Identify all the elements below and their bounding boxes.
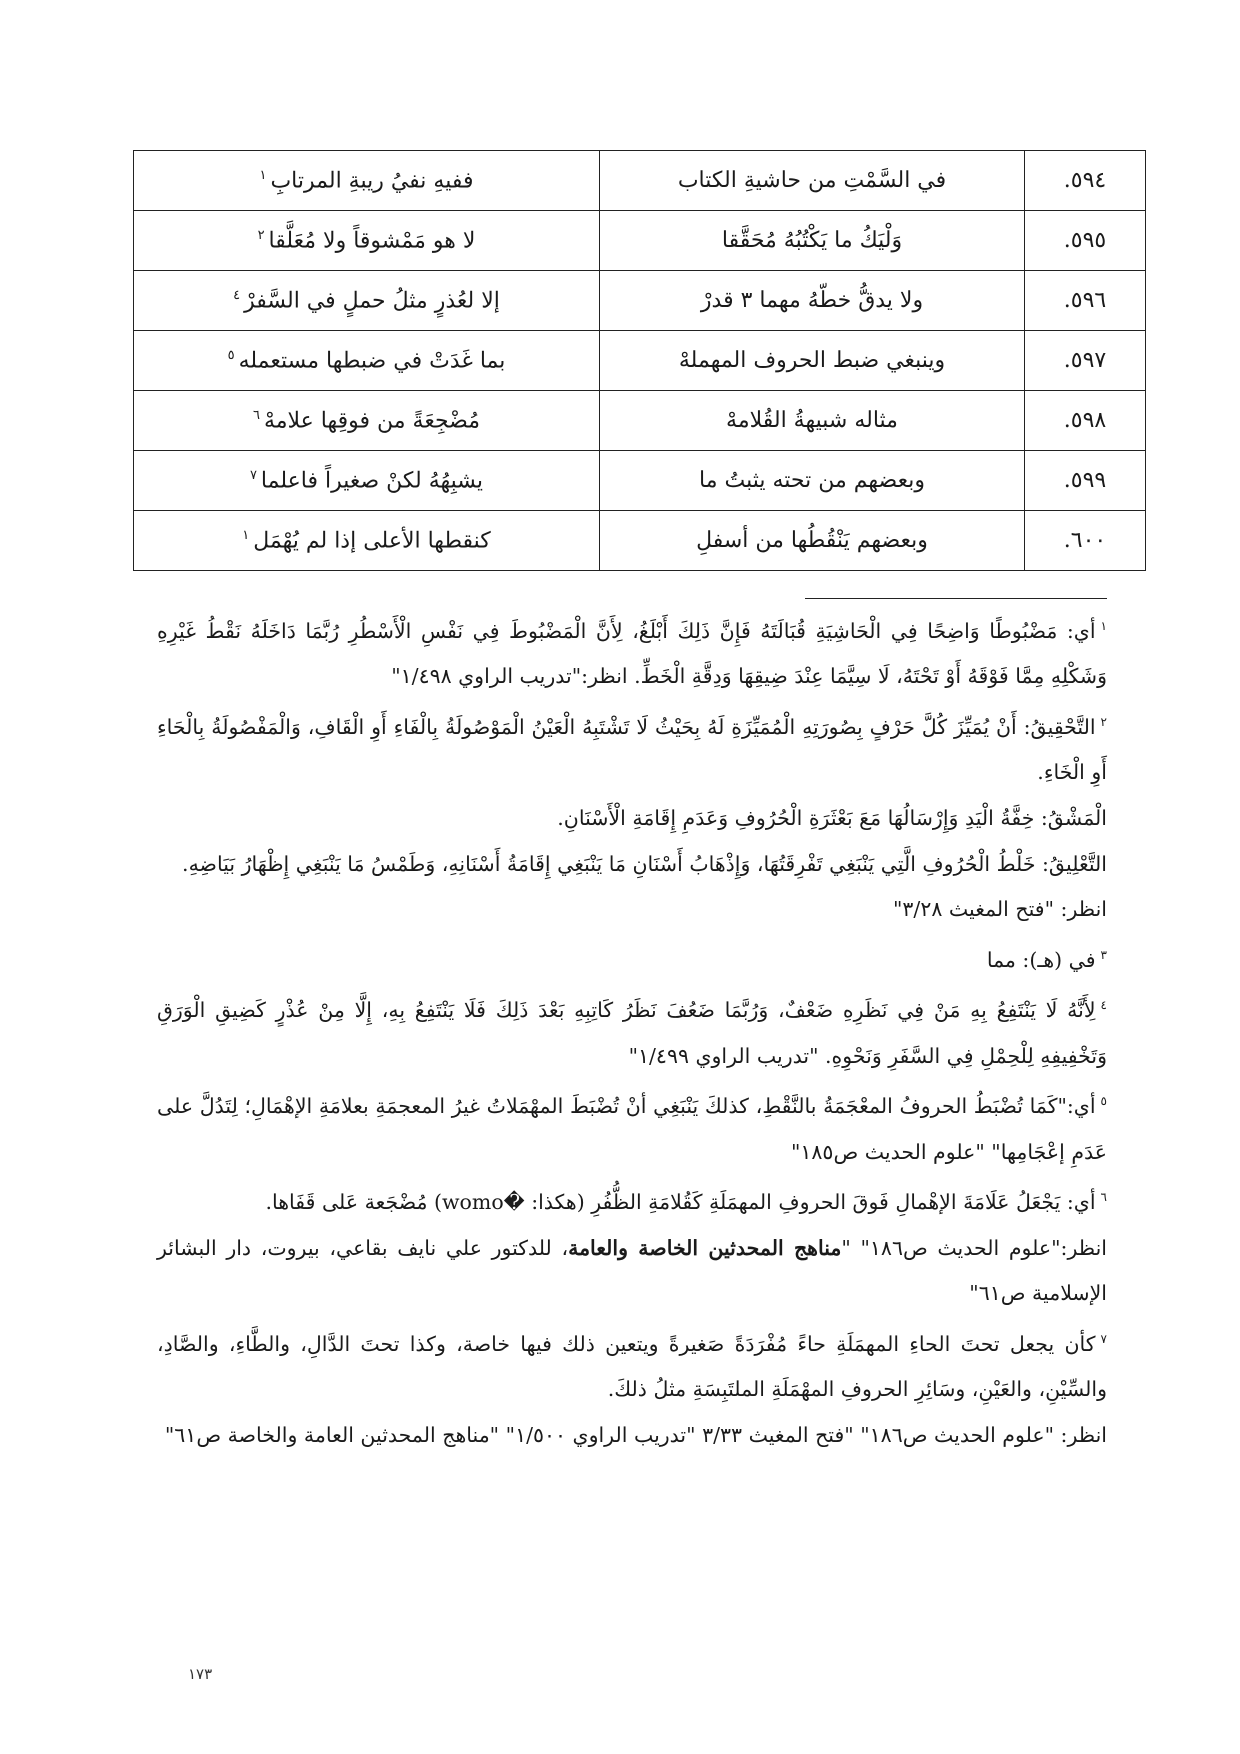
verse-first-hemistich: مثاله شبيهةُ القُلامهْ [600,391,1025,451]
verse-second-hemistich [134,331,600,391]
footnote-2 [157,700,1107,796]
verse-number: ٥٩٨. [1025,391,1146,451]
verse-second-hemistich [134,271,600,331]
footnote-mark: ٢ [1100,715,1107,730]
verse-first-hemistich: في السَّمْتِ من حاشيةِ الكتاب [600,151,1025,211]
verse-second-hemistich [134,451,600,511]
verse-second-hemistich [134,211,600,271]
verse-second-hemistich [134,511,600,571]
footnote-reference: ٤ [233,287,241,303]
footnote-2-mashq: الْمَشْقُ: خِفَّةُ الْيَدِ وَإِرْسَالُهَا مَعَ بَعْثَرَةِ الْحُرُوفِ وَعَدَمِ إِقَامَةِ الْأَسْنَانِ. [557,806,1107,831]
source-suffix: ، للدكتور علي نايف بقاعي، بيروت، دار البشائر الإسلامية ص٦١" [157,1235,1107,1306]
footnote-reference: ٥ [227,347,235,363]
hemistich-text: مُضْجِعَةً من فوقِها علامهْ [263,408,481,434]
verse-table [133,150,1146,571]
verse-number: ٥٩٧. [1025,331,1146,391]
verse-number: ٥٩٤. [1025,151,1146,211]
footnote-reference: ١ [259,167,267,183]
verse-row [134,271,1146,331]
verse-row [134,211,1146,271]
hemistich-text: ففيهِ نفيُ ريبةِ المرتابِ [270,168,474,194]
footnote-reference: ٧ [249,467,257,483]
footnote-text: أي:"كَمَا تُضْبَطُ الحروفُ المعْجَمَةُ بالنَّقْطِ، كذلكَ يَنْبَغِي أنْ تُضْبَطَ المهْمَلاتُ غيرُ المعجمَةِ بعلامَةِ الإهْمَالِ؛ لِتَدُلَّ على عَدَمِ إعْجَامِها" "علوم الحديث ص١٨٥" [157,1094,1107,1164]
footnote-mark: ٧ [1100,1331,1107,1346]
footnote-text: كأن يجعل تحتَ الحاءِ المهمَلَةِ حاءً مُفْرَدَةً صَغيرةً ويتعين ذلك فيها خاصة، وكذا تحتَ الدَّالِ، والطَّاءِ، والصَّادِ، والسِّيْنِ، والعَيْنِ، وسَائِرِ الحروفِ المهْمَلَةِ الملتَبِسَةِ مثلُ ذلكَ. [157,1331,1107,1402]
hemistich-text: بما غَدَتْ في ضبطها مستعمله [238,348,506,374]
footnote-text: أي: مَضْبُوطًا وَاضِحًا فِي الْحَاشِيَةِ قُبَالَتَهُ فَإِنَّ ذَلِكَ أَبْلَغُ، لِأَنَّ الْمَضْبُوطَ فِي نَفْسِ الْأَسْطُرِ رُبَّمَا دَاخَلَهُ نَقْطُ غَيْرِهِ وَشَكْلِهِ مِمَّا فَوْقَهُ أَوْ تَحْتَهُ، لَا سِيَّمَا عِنْدَ ضِيقِهَا وَدِقَّةِ الْخَطِّ. انظر:"تدريب الراوي ١/٤٩٨" [157,618,1107,689]
verse-row [134,391,1146,451]
verse-row [134,331,1146,391]
footnote-5 [157,1079,1107,1175]
page-number: ١٧٣ [188,1665,213,1683]
source-title-bold: مناهج المحدثين الخاصة والعامة [568,1235,842,1260]
footnote-mark: ٥ [1100,1094,1107,1109]
hemistich-text: إلا لعُذرٍ مثلُ حملٍ في السَّفرْ [244,288,500,314]
hemistich-text: يشبِهُهُ لكنْ صغيراً فاعلما [260,468,484,494]
footnote-text: التَّحْقِيقُ: أَنْ يُمَيِّزَ كُلَّ حَرْفٍ بِصُورَتِهِ الْمُمَيِّزَةِ لَهُ بِحَيْثُ لَا تَشْتَبِهُ الْعَيْنُ الْمَوْصُولَةُ بِالْفَاءِ أَوِ الْقَافِ، وَالْمَفْصُولَةُ بِالْحَاءِ أَوِ الْخَاءِ. [157,714,1107,785]
footnote-reference: ٦ [252,407,260,423]
footnote-mark: ٣ [1100,947,1107,962]
verse-number: ٥٩٥. [1025,211,1146,271]
footnote-2-taliq: التَّعْلِيقُ: خَلْطُ الْحُرُوفِ الَّتِي يَنْبَغِي تَفْرِقَتُهَا، وَإِذْهَابُ أَسْنَانِ مَا يَنْبَغِي إِقَامَةُ أَسْنَانِهِ، وَطَمْسُ مَا يَنْبَغِي إِظْهَارُ بَيَاضِهِ. [182,851,1107,876]
verse-number: ٦٠٠. [1025,511,1146,571]
verse-row [134,151,1146,211]
verse-number: ٥٩٩. [1025,451,1146,511]
footnote-text: أي: يَجْعَلُ عَلَامَةَ الإهْمالِ فَوقَ الحروفِ المهمَلَةِ كَقُلامَةِ الظُّفُرِ (هكذا: �womo) مُضْجَعة عَلى قَفَاها. [265,1190,1096,1215]
hemistich-text: كنقطها الأعلى إذا لم يُهْمَل [253,528,491,554]
footnote-6-source [157,1226,1107,1317]
footnote-reference: ٢ [257,227,265,243]
verse-first-hemistich: وَلْيَكُ ما يَكْتُبُهُ مُحَقَّقا [600,211,1025,271]
verse-first-hemistich: وبعضهم من تحته يثبتُ ما [600,451,1025,511]
footnote-reference: ١ [242,527,250,543]
verse-first-hemistich: وينبغي ضبط الحروف المهملهْ [600,331,1025,391]
source-prefix: انظر:"علوم الحديث ص١٨٦" " [841,1235,1107,1260]
footnote-2-source: انظر: "فتح المغيث ٣/٢٨" [892,897,1107,922]
hemistich-text: لا هو مَمْشوقاً ولا مُعَلَّقا [268,228,476,254]
footnote-mark: ٤ [1100,998,1107,1013]
verse-first-hemistich: ولا يدقُّ خطّهُ مهما ٣ قدرْ [600,271,1025,331]
footnote-mark: ٦ [1100,1190,1107,1205]
footnote-7-source: انظر: "علوم الحديث ص١٨٦" "فتح المغيث ٣/٣٣ "تدريب الراوي ١/٥٠٠" "مناهج المحدثين العامة والخاصة ص٦١" [164,1422,1107,1447]
footnote-6 [157,1175,1107,1225]
footnote-text: في (هـ): مما [986,947,1096,972]
footnote-mark: ١ [1100,619,1107,633]
footnote-7 [157,1317,1107,1413]
footnote-text: لِأَنَّهُ لَا يَنْتَفِعُ بِهِ مَنْ فِي نَظَرِهِ ضَعْفٌ، وَرُبَّمَا ضَعُفَ نَظَرُ كَاتِبِهِ بَعْدَ ذَلِكَ فَلَا يَنْتَفِعُ بِهِ، إِلَّا مِنْ عُذْرٍ كَضِيقِ الْوَرَقِ وَتَخْفِيفِهِ لِلْحِمْلِ فِي السَّفَرِ وَنَحْوِهِ. "تدريب الراوي ١/٤٩٩" [157,998,1107,1068]
footnote-4 [157,983,1107,1079]
verse-second-hemistich [134,151,600,211]
footnote-3 [157,933,1107,983]
footnote-divider [805,598,1107,599]
footnotes [157,604,1107,1458]
verse-row [134,511,1146,571]
verse-first-hemistich: وبعضهم يَنْقُطُها من أسفلِ [600,511,1025,571]
verse-second-hemistich [134,391,600,451]
footnote-1 [157,604,1107,700]
verse-row [134,451,1146,511]
verse-number: ٥٩٦. [1025,271,1146,331]
